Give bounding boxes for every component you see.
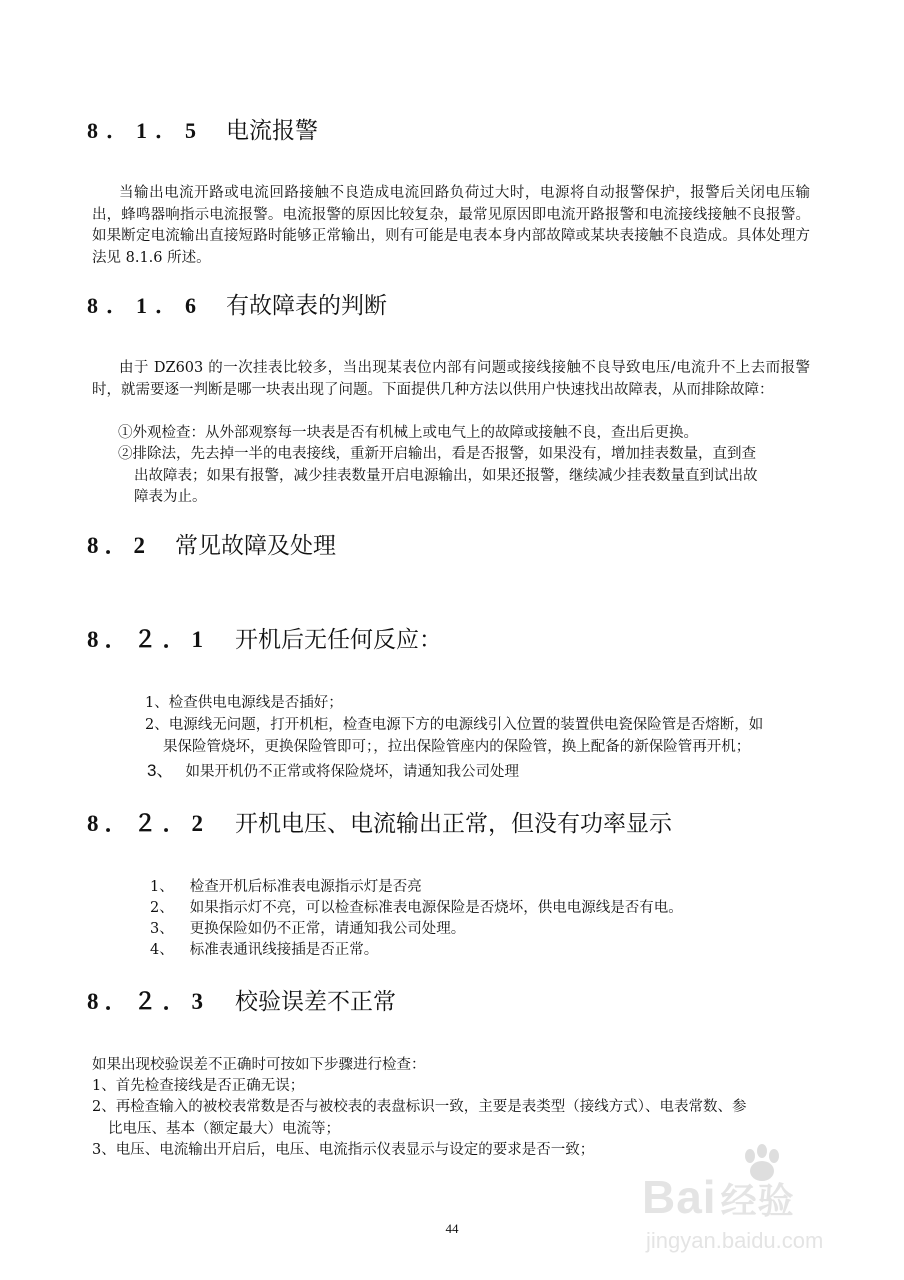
list-number: 3、 xyxy=(147,761,174,780)
watermark-url: jingyan.baidu.com xyxy=(646,1228,824,1253)
list-item xyxy=(118,444,758,509)
list-item xyxy=(145,715,763,758)
list-item xyxy=(150,898,683,920)
section-title: 常见故障及处理 xyxy=(175,533,336,559)
list-number: 4、 xyxy=(150,942,174,958)
list-text: 如果开机仍不正常或将保险烧坏，请通知我公司处理 xyxy=(185,764,519,780)
heading-8-2-3 xyxy=(87,983,396,1016)
section-title: 电流报警 xyxy=(226,118,319,144)
section-number: 8．1．5 xyxy=(87,118,205,143)
watermark-brand-cn: 经验 xyxy=(720,1181,795,1222)
watermark-du: du xyxy=(733,1164,748,1178)
list-item-line: 果保险管烧坏，更换保险管即可；，拉出保险管座内的保险管，换上配备的新保险管再开机； xyxy=(163,738,751,755)
heading-8-1-6 xyxy=(87,287,387,320)
section-number: 8．２．1 xyxy=(87,627,209,652)
section-title: 开机后无任何反应： xyxy=(235,627,442,653)
section-number: 8．２．3 xyxy=(87,989,209,1014)
heading-8-2-2 xyxy=(87,805,672,838)
list-text: 如果指示灯不亮，可以检查标准表电源保险是否烧坏，供电电源线是否有电。 xyxy=(189,900,683,916)
heading-8-2 xyxy=(87,527,336,560)
list-item-line: 出故障表；如果有报警，减少挂表数量开启电源输出，如果还报警，继续减少挂表数量直到试出故 xyxy=(134,467,758,484)
list-item xyxy=(150,940,378,962)
list-item xyxy=(92,1097,746,1140)
list-item xyxy=(147,760,519,784)
list-number: 2、 xyxy=(150,900,174,916)
list-number: 1、 xyxy=(150,879,174,895)
section-title: 开机电压、电流输出正常，但没有功率显示 xyxy=(235,811,672,837)
section-title: 校验误差不正常 xyxy=(235,989,396,1015)
section-number: 8．２．2 xyxy=(87,811,209,836)
paragraph-fault-meter: 由于 DZ603 的一次挂表比较多，当出现某表位内部有问题或接线接触不良导致电压/电流升不上去而报警时，就需要逐一判断是哪一块表出现了问题。下面提供几种方法以供用户快速找出故障表，从而排除故障： xyxy=(92,360,810,398)
heading-8-1-5 xyxy=(87,112,318,145)
list-item-line: 障表为止。 xyxy=(134,489,207,505)
page-number: 44 xyxy=(445,1221,459,1236)
heading-8-2-1 xyxy=(87,621,442,654)
list-item xyxy=(150,877,422,899)
list-item-line: 比电压、基本（额定最大）电流等； xyxy=(108,1120,340,1137)
paragraph-intro: 如果出现校验误差不正确时可按如下步骤进行检查： xyxy=(92,1057,426,1073)
section-number: 8．1．6 xyxy=(87,293,205,318)
watermark-brand-latin: Bai xyxy=(642,1171,717,1223)
list-item-line: 2、电源线无问题，打开机柜，检查电源下方的电源线引入位置的装置供电瓷保险管是否熔断，如 xyxy=(145,717,764,733)
list-item: 3、电压、电流输出开启后，电压、电流指示仪表显示与设定的要求是否一致； xyxy=(92,1142,595,1158)
list-item xyxy=(150,919,465,941)
baidu-jingyan-watermark xyxy=(642,1142,892,1262)
watermark-brand xyxy=(642,1170,795,1224)
list-item: ①外观检查：从外部观察每一块表是否有机械上或电气上的故障或接触不良，查出后更换。 xyxy=(118,425,698,441)
list-item: 1、检查供电电源线是否插好； xyxy=(145,695,343,711)
section-number: 8．2 xyxy=(87,533,151,558)
list-item: 1、首先检查接线是否正确无误； xyxy=(92,1078,305,1094)
list-text: 检查开机后标准表电源指示灯是否亮 xyxy=(189,879,422,895)
list-text: 标准表通讯线接插是否正常。 xyxy=(189,942,379,958)
list-text: 更换保险如仍不正常，请通知我公司处理。 xyxy=(189,921,466,937)
list-item-line: 2、再检查输入的被校表常数是否与被校表的表盘标识一致，主要是表类型（接线方式）、电表常数、参 xyxy=(92,1099,747,1115)
paragraph-current-alarm: 当输出电流开路或电流回路接触不良造成电流回路负荷过大时，电源将自动报警保护，报警后关闭电压输出，蜂鸣器响指示电流报警。电流报警的原因比较复杂，最常见原因即电流开路报警和电流接线接触不良报警。如果断定电流输出直接短路时能够正常输出，则有可能是电表本身内部故障或某块表接触不良造成。具体处理方法见 8.1.6 所述。 xyxy=(92,185,810,266)
list-item-line: ②排除法，先去掉一半的电表接线，重新开启输出，看是否报警，如果没有，增加挂表数量，直到查 xyxy=(118,446,756,462)
list-number: 3、 xyxy=(150,921,174,937)
section-title: 有故障表的判断 xyxy=(226,293,388,319)
